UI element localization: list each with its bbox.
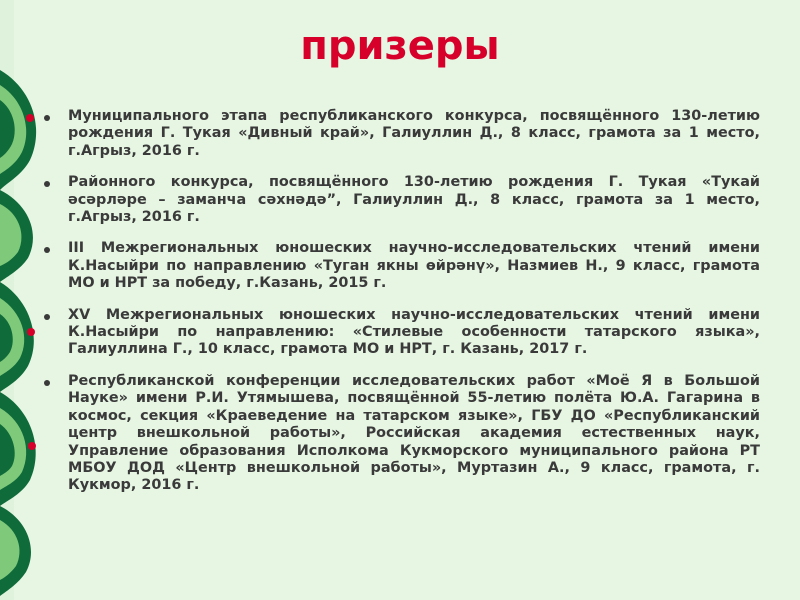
ornament-motif-1 (0, 70, 36, 282)
bullet-dot-icon (44, 181, 50, 187)
list-item (42, 307, 760, 359)
bullet-list (42, 108, 760, 509)
list-item-text: XV Межрегиональных юношеских научно-исследовательских чтений имени К.Насыйри по направлению: «Стилевые особенности татарского языка», Галиуллина Г., 10 класс, грамота МО и НРТ, г. Казань, 2017 г. (68, 306, 760, 358)
list-item-text: III Межрегиональных юношеских научно-исследовательских чтений имени К.Насыйри по направлению «Туган якны өйрәнү», Назмиев Н., 9 класс, грамота МО и НРТ за победу, г.Казань, 2015 г. (68, 240, 760, 292)
list-item (42, 240, 760, 292)
bullet-dot-icon (44, 247, 50, 253)
list-item-text: Республиканской конференции исследовательских работ «Моё Я в Большой Науке» имени Р.И. Утямышева, посвящённой 55-летию полёта Ю.А. Гагарина в космос, секция «Краеведение на татарском языке», ГБУ ДО «Республиканский центр внешкольной работы», Российская академия естественных наук, Управление образования Исполкома Кукморского муниципального района РТ МБОУ ДОД «Центр внешкольной работы», Муртазин А., 9 класс, грамота, г. Кукмор, 2016 г. (68, 372, 760, 494)
tatar-tulip-ornament-icon (0, 0, 48, 600)
bullet-dot-icon (44, 115, 50, 121)
list-item (42, 108, 760, 160)
bullet-dot-icon (44, 380, 50, 386)
list-item-text: Муниципального этапа республиканского конкурса, посвящённого 130-летию рождения Г. Тукая «Дивный край», Галиуллин Д., 8 класс, грамота за 1 место, г.Агрыз, 2016 г. (68, 108, 760, 159)
list-item (42, 373, 760, 495)
ornament-motif-3 (0, 392, 36, 596)
list-item-text: Районного конкурса, посвящённого 130-летию рождения Г. Тукая «Тукай әсәрләре – заманча сәхнәдә”, Галиуллин Д., 8 класс, грамота за 1 место, г.Агрыз, 2016 г. (68, 174, 760, 226)
list-item (42, 174, 760, 226)
slide-title: призеры (300, 23, 500, 69)
ornament-motif-2 (0, 282, 35, 392)
bullet-dot-icon (44, 314, 50, 320)
